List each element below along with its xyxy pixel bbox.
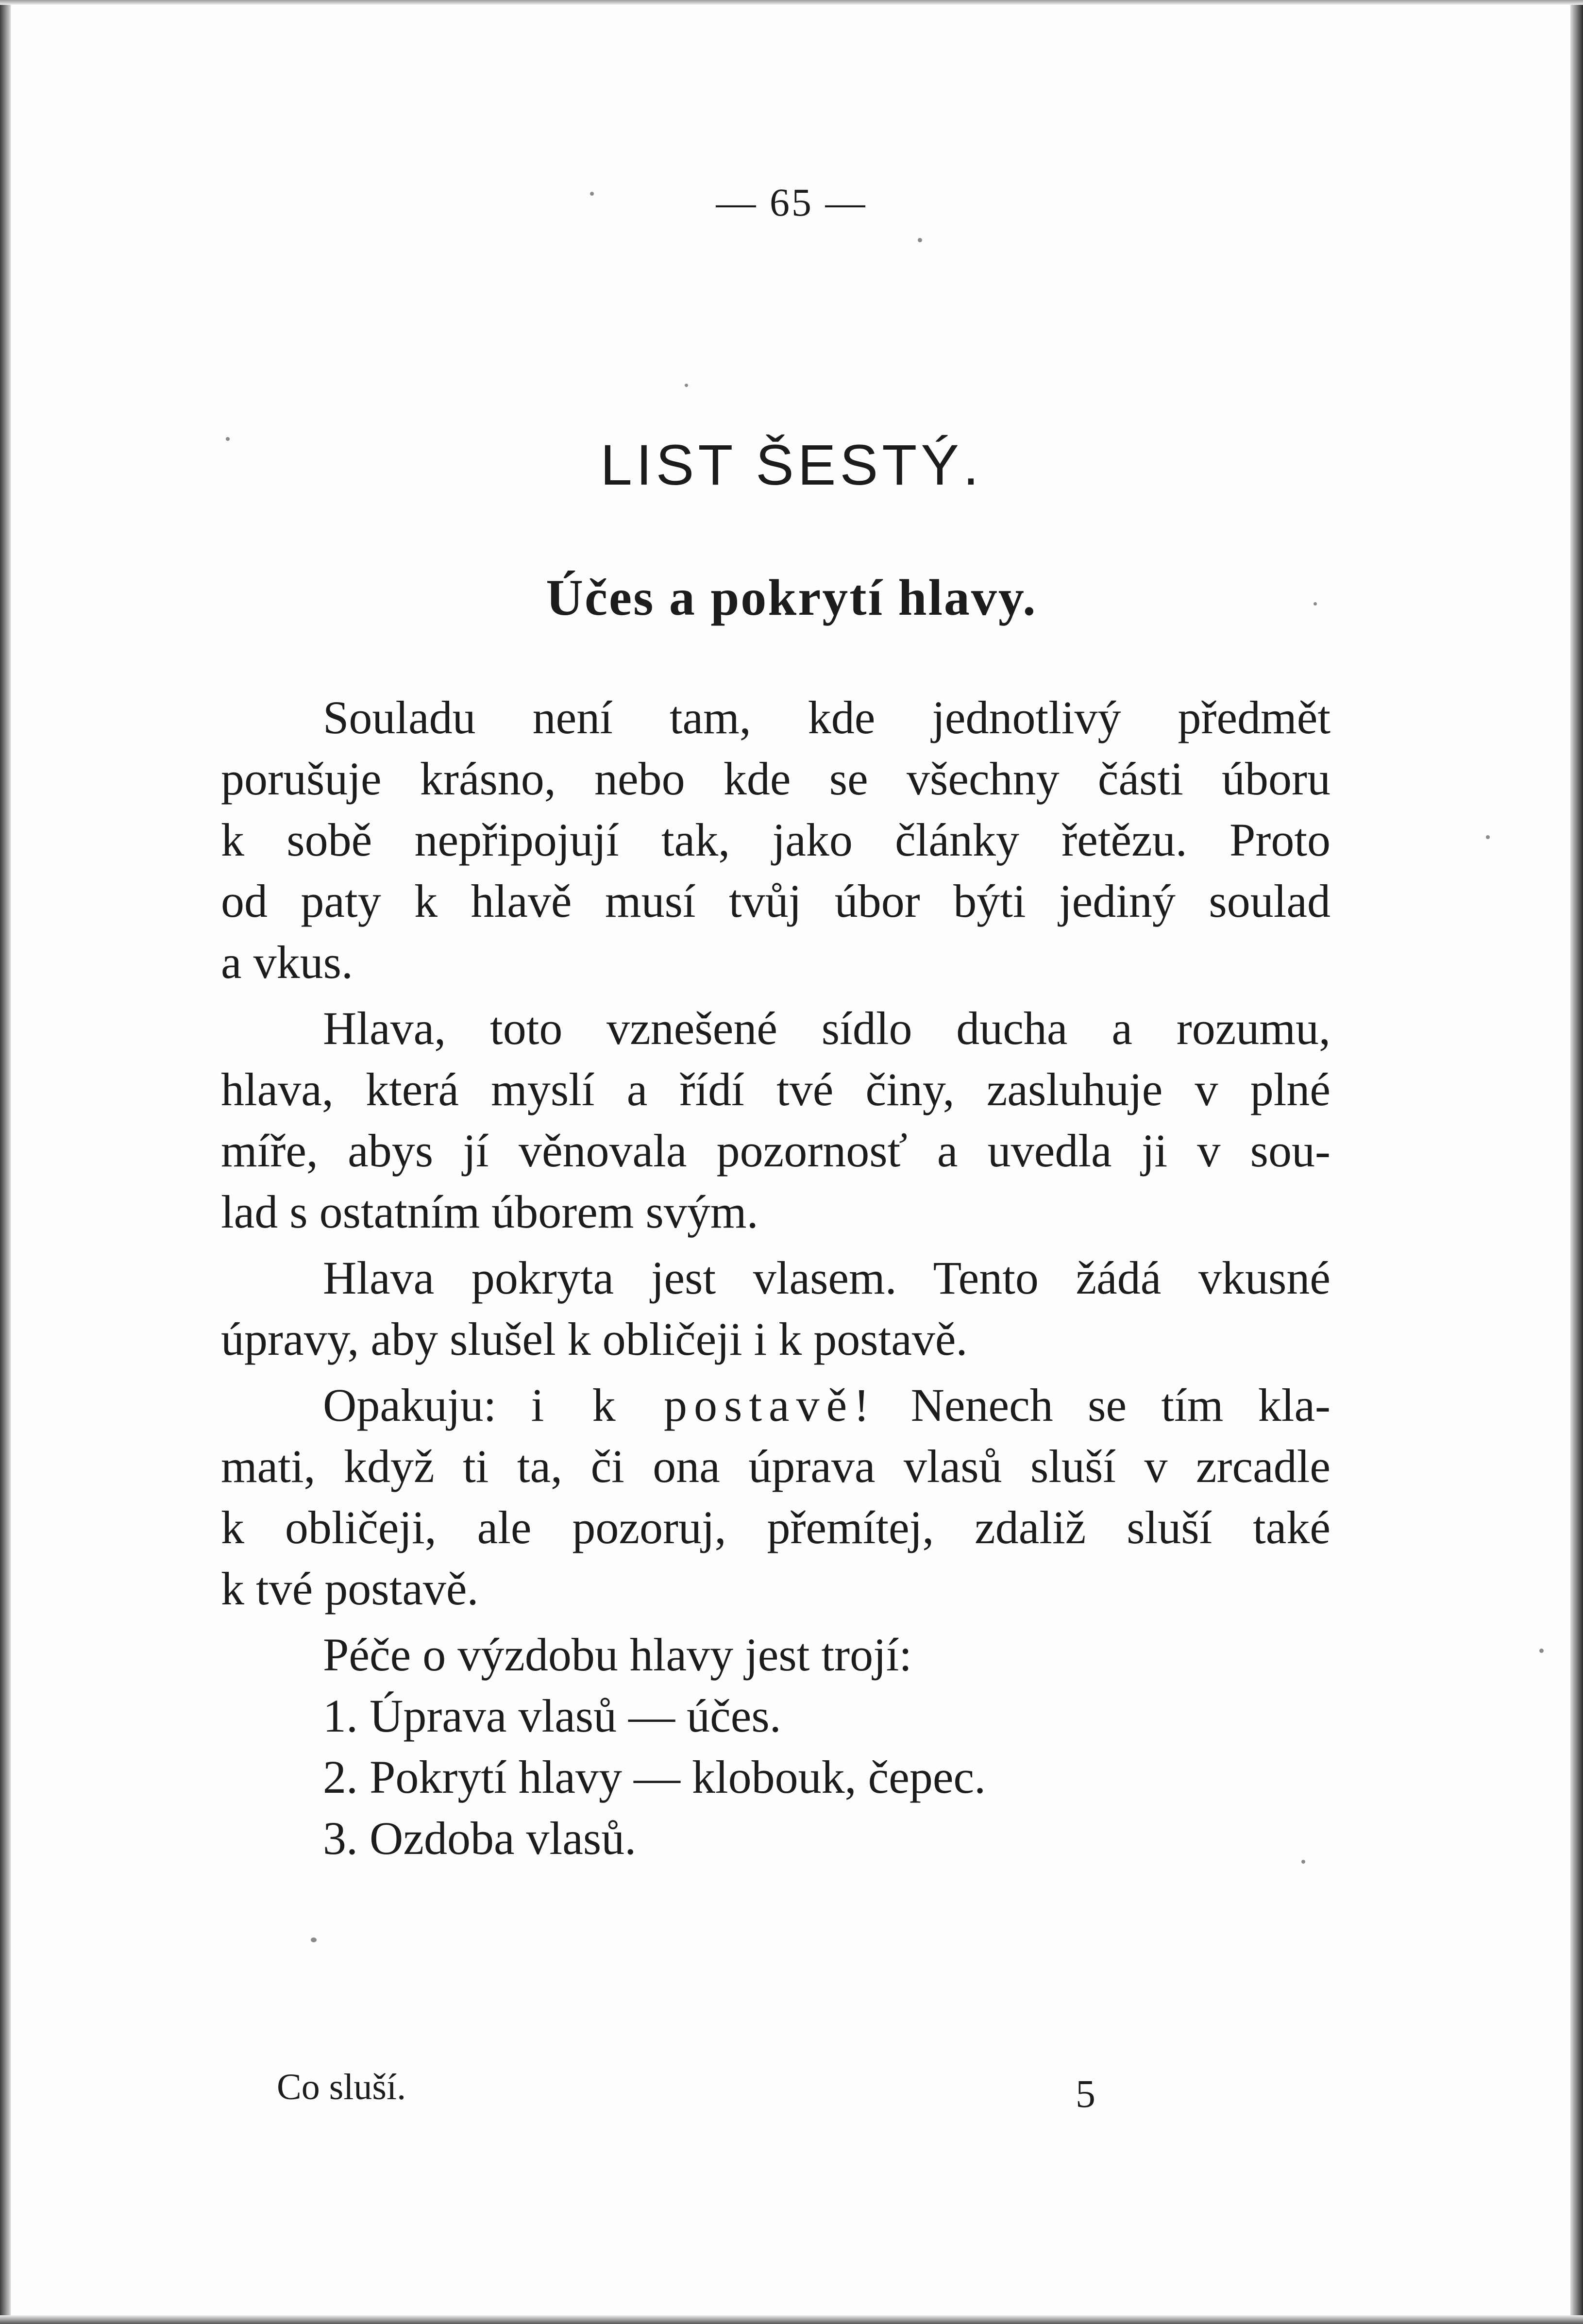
text-line: od paty k hlavě musí tvůj úbor býti jediný soulad (221, 875, 1330, 927)
chapter-subtitle: Účes a pokrytí hlavy. (546, 569, 1037, 626)
page-number: — 65 — (716, 180, 867, 224)
text-line: k sobě nepřipojují tak, jako články řetězu. Proto (221, 814, 1330, 866)
paper-speck (1314, 602, 1317, 606)
text-fragment: Nenech se tím kla- (910, 1379, 1331, 1431)
text-line: k obličeji, ale pozoruj, přemítej, zdaliž sluší také (221, 1501, 1330, 1553)
text-line: mati, když ti ta, či ona úprava vlasů sluší v zrcadle (221, 1440, 1330, 1492)
paper-speck (311, 1937, 317, 1942)
body-text (221, 687, 1330, 1869)
text-line: Hlava, toto vznešené sídlo ducha a rozumu, (323, 1002, 1330, 1054)
list-item: 1. Úprava vlasů — účes. (323, 1690, 781, 1742)
text-line: Péče o výzdobu hlavy jest trojí: (323, 1629, 912, 1681)
text-line: a vkus. (221, 936, 353, 988)
page-edge-left (0, 0, 11, 2324)
paragraph-5 (221, 1624, 1330, 1685)
paper-speck (685, 384, 688, 387)
text-line: Hlava pokryta jest vlasem. Tento žádá vkusné (323, 1252, 1330, 1304)
paper-speck (918, 238, 922, 242)
paper-speck (1301, 1860, 1305, 1864)
paper-speck (226, 437, 230, 441)
text-line: úpravy, aby slušel k obličeji i k postavě. (221, 1313, 968, 1365)
page-edge-top (0, 0, 1583, 5)
paragraph-4 (221, 1375, 1330, 1619)
paragraph-3 (221, 1247, 1330, 1370)
text-line: porušuje krásno, nebo kde se všechny části úboru (221, 753, 1330, 805)
paper-speck (590, 192, 594, 196)
text-line: míře, abys jí věnovala pozornosť a uvedla ji v sou- (221, 1125, 1330, 1177)
page-edge-right (1570, 0, 1583, 2324)
text-line (221, 1375, 1330, 1436)
sheet-number: 5 (1076, 2071, 1095, 2116)
list-item: 3. Ozdoba vlasů. (323, 1812, 637, 1864)
text-fragment: Opakuju: (323, 1379, 497, 1431)
numbered-list (221, 1685, 1330, 1869)
chapter-title: LIST ŠESTÝ. (600, 433, 983, 497)
paragraph-1 (221, 687, 1330, 993)
text-line: k tvé postavě. (221, 1563, 479, 1615)
page-edge-bottom (0, 2315, 1583, 2324)
list-item: 2. Pokrytí hlavy — klobouk, čepec. (323, 1751, 986, 1803)
text-line: lad s ostatním úborem svým. (221, 1186, 758, 1238)
printer-signature: Co sluší. (277, 2067, 406, 2107)
text-line: hlava, která myslí a řídí tvé činy, zasluhuje v plné (221, 1063, 1330, 1115)
text-line: Souladu není tam, kde jednotlivý předmět (323, 691, 1330, 743)
paper-speck (1539, 1649, 1544, 1653)
emphasis-spaced: i k postavě! (531, 1379, 876, 1431)
paragraph-2 (221, 998, 1330, 1243)
paper-speck (1486, 835, 1490, 839)
